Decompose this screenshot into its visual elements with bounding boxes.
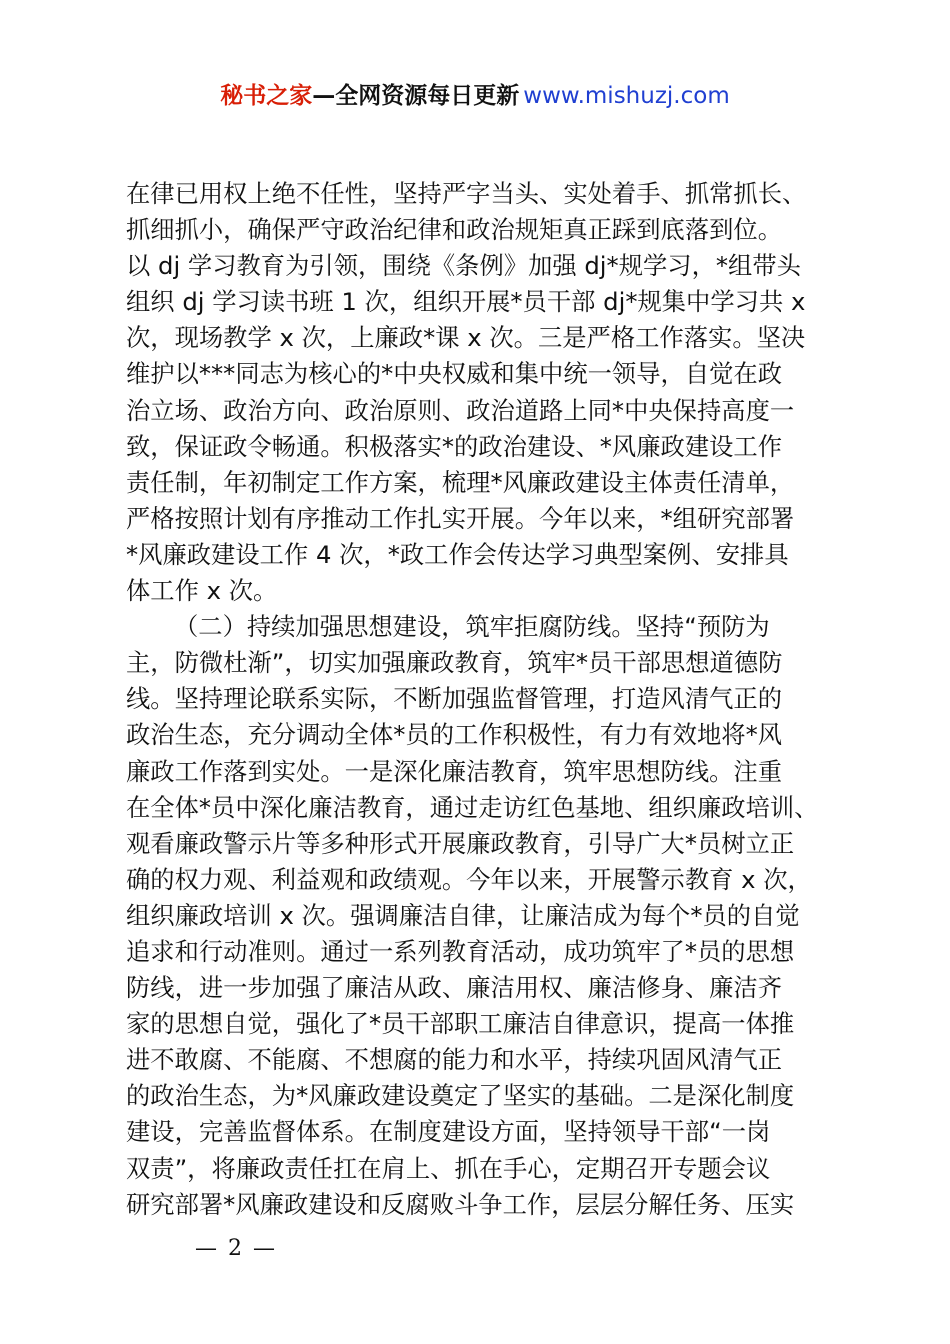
- page-number: — 2 —: [195, 1236, 277, 1261]
- text-line: 的政治生态，为*风廉政建设奠定了坚实的基础。二是深化制度: [126, 1081, 795, 1111]
- text-line: 在律已用权上绝不任性，坚持严字当头、实处着手、抓常抓长、: [126, 179, 807, 208]
- text-line: 组织廉政培训 x 次。强调廉洁自律，让廉洁成为每个*员的自觉: [126, 900, 800, 930]
- text-line: 在全体*员中深化廉洁教育，通过走访红色基地、组织廉政培训、: [126, 792, 819, 822]
- text-line: 严格按照计划有序推动工作扎实开展。今年以来，*组研究部署: [126, 503, 795, 533]
- text-line: 主，防微杜渐”，切实加强廉政教育，筑牢*员干部思想道德防: [126, 648, 783, 678]
- text-line: 体工作 x 次。: [126, 576, 278, 606]
- text-line: 追求和行动准则。通过一系列教育活动，成功筑牢了*员的思想: [126, 936, 795, 966]
- text-line: *风廉政建设工作 4 次，*政工作会传达学习典型案例、安排具: [126, 539, 789, 569]
- text-line: 观看廉政警示片等多种形式开展廉政教育，引导广大*员树立正: [126, 828, 795, 858]
- document-body: [126, 176, 846, 1223]
- text-line: 责任制，年初制定工作方案，梳理*风廉政建设主体责任清单，: [126, 467, 795, 497]
- text-line: 廉政工作落到实处。一是深化廉洁教育，筑牢思想防线。注重: [126, 756, 783, 786]
- text-line: 防线，进一步加强了廉洁从政、廉洁用权、廉洁修身、廉洁齐: [126, 973, 783, 1003]
- text-line: 致，保证政令畅通。积极落实*的政治建设、*风廉政建设工作: [126, 431, 783, 461]
- site-brand: 秘书之家: [220, 83, 313, 109]
- section-heading-line: （二）持续加强思想建设，筑牢拒腐防线。坚持“预防为: [174, 612, 770, 642]
- text-line: 研究部署*风廉政建设和反腐败斗争工作，层层分解任务、压实: [126, 1189, 795, 1219]
- text-line: 维护以***同志为核心的*中央权威和集中统一领导，自觉在政: [126, 359, 783, 389]
- text-line: 家的思想自觉，强化了*员干部职工廉洁自律意识，提高一体推: [126, 1009, 795, 1039]
- site-header: [0, 80, 950, 112]
- text-line: 建设，完善监督体系。在制度建设方面，坚持领导干部“一岗: [126, 1117, 771, 1147]
- text-line: 次，现场教学 x 次，上廉政*课 x 次。三是严格工作落实。坚决: [126, 323, 806, 353]
- text-line: 治立场、政治方向、政治原则、政治道路上同*中央保持高度一: [126, 395, 795, 425]
- text-line: 抓细抓小，确保严守政治纪律和政治规矩真正踩到底落到位。: [126, 215, 783, 245]
- header-dash: —: [312, 83, 336, 109]
- site-url-link[interactable]: www.mishuzj.com: [523, 83, 730, 109]
- text-line: 组织 dj 学习读书班 1 次，组织开展*员干部 dj*规集中学习共 x: [126, 287, 806, 317]
- text-line: 线。坚持理论联系实际，不断加强监督管理，打造风清气正的: [126, 684, 783, 714]
- text-line: 政治生态，充分调动全体*员的工作积极性，有力有效地将*风: [126, 720, 783, 750]
- text-line: 双责”，将廉政责任扛在肩上、抓在手心，定期召开专题会议: [126, 1153, 771, 1183]
- text-line: 确的权力观、利益观和政绩观。今年以来，开展警示教育 x 次，: [126, 864, 812, 894]
- text-line: 以 dj 学习教育为引领，围绕《条例》加强 dj*规学习，*组带头: [126, 251, 801, 281]
- site-slogan: 全网资源每日更新: [335, 83, 520, 109]
- text-line: 进不敢腐、不能腐、不想腐的能力和水平，持续巩固风清气正: [126, 1045, 783, 1075]
